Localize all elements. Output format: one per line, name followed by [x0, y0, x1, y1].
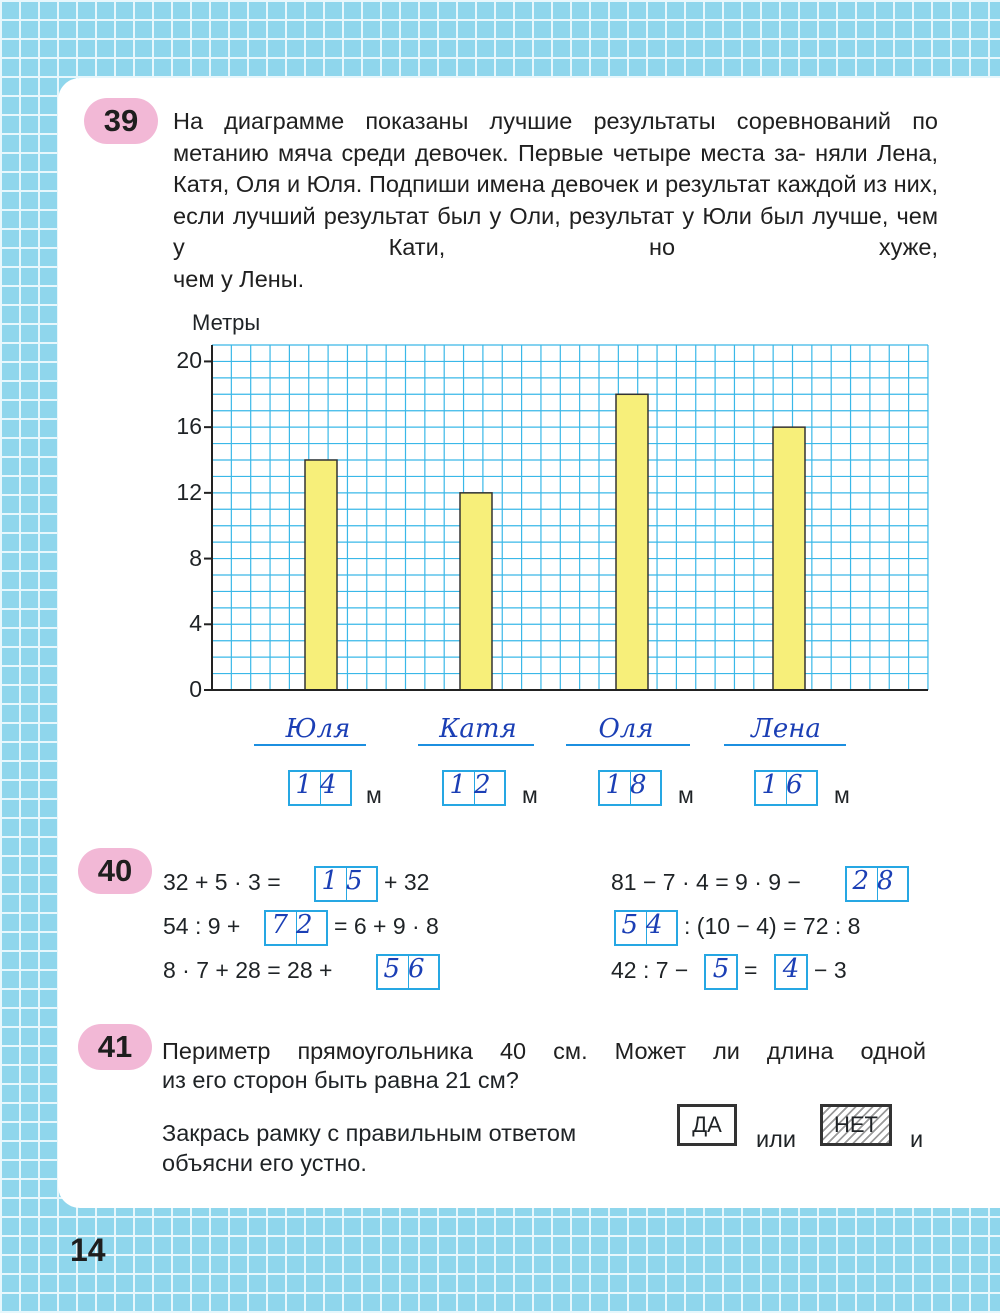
answer-no-frame[interactable]: НЕТ	[820, 1104, 892, 1146]
eq-left-3-box[interactable]	[376, 954, 440, 990]
result-box-2[interactable]	[442, 770, 506, 806]
result-value-3: 18	[605, 770, 655, 800]
eq-left-2-after: = 6 + 9 · 8	[334, 913, 439, 939]
task-41-or: или	[756, 1126, 796, 1152]
eq-right-3-after: − 3	[814, 957, 847, 983]
y-tick-label: 8	[189, 544, 202, 571]
page-number: 14	[70, 1232, 106, 1268]
eq-left-2-answer: 72	[271, 910, 321, 940]
result-value-1: 14	[295, 770, 345, 800]
y-tick-label: 20	[176, 347, 202, 374]
eq-right-3-box-1[interactable]	[704, 954, 738, 990]
result-box-3[interactable]	[598, 770, 662, 806]
y-tick-label: 4	[189, 610, 202, 637]
task-39-line-3: няли Лена, Катя, Оля и Юля. Подпиши имена девочек и	[173, 139, 938, 197]
eq-right-3-equals: =	[744, 957, 758, 983]
task-41-line-3: Закрась рамку с правильным ответом	[162, 1120, 577, 1146]
eq-right-2-box[interactable]	[614, 910, 678, 946]
eq-left-3-answer: 56	[383, 954, 433, 984]
result-value-4: 16	[761, 770, 811, 800]
name-answer-1[interactable]: Юля	[285, 714, 351, 744]
name-line-1	[254, 744, 366, 746]
eq-right-3-answer-1: 5	[712, 954, 730, 984]
bar-2	[460, 493, 492, 690]
name-answer-4[interactable]: Лена	[751, 714, 821, 744]
task-41-and: и	[910, 1126, 924, 1152]
result-box-1[interactable]	[288, 770, 352, 806]
bar-4	[773, 427, 805, 690]
result-unit-2: м	[522, 782, 538, 808]
name-answer-2[interactable]: Катя	[439, 714, 517, 744]
task-41-line-4: объясни его устно.	[162, 1150, 367, 1176]
bar-1	[305, 460, 337, 690]
result-unit-4: м	[834, 782, 850, 808]
name-line-2	[418, 744, 534, 746]
y-tick-label: 0	[189, 676, 202, 702]
eq-left-1-box[interactable]	[314, 866, 378, 902]
eq-left-1-before: 32 + 5 · 3 =	[163, 869, 281, 895]
task-39-line-2: по метанию мяча среди девочек. Первые четыре места за-	[173, 108, 938, 166]
task-41-badge: 41	[78, 1024, 152, 1070]
eq-right-1-before: 81 − 7 · 4 = 9 · 9 −	[611, 869, 801, 895]
y-axis-title: Метры	[192, 310, 261, 335]
eq-left-3-before: 8 · 7 + 28 = 28 +	[163, 957, 333, 983]
y-tick-label: 16	[176, 413, 202, 440]
task-39-line-6: чем у Лены.	[173, 265, 305, 292]
eq-right-3-box-2[interactable]	[774, 954, 808, 990]
task-39-badge: 39	[84, 98, 158, 144]
eq-left-2-before: 54 : 9 +	[163, 913, 241, 939]
bar-3	[616, 394, 648, 690]
result-box-4[interactable]	[754, 770, 818, 806]
name-line-4	[724, 744, 846, 746]
task-39-line-1: На диаграмме показаны лучшие результаты соревнований	[173, 108, 892, 134]
result-unit-3: м	[678, 782, 694, 808]
task-39-line-5: Оли, результат у Юли был лучше, чем у Кати, но хуже,	[173, 202, 939, 260]
task-41-line-1: Периметр прямоугольника 40 см. Может ли длина одной	[162, 1038, 926, 1064]
result-value-2: 12	[449, 770, 499, 800]
answer-yes-frame[interactable]: ДА	[677, 1104, 737, 1146]
name-line-3	[566, 744, 690, 746]
y-tick-label: 12	[176, 478, 202, 505]
eq-right-3-answer-2: 4	[782, 954, 800, 984]
eq-right-2-after: : (10 − 4) = 72 : 8	[684, 913, 861, 939]
result-unit-1: м	[366, 782, 382, 808]
eq-right-2-answer: 54	[621, 910, 671, 940]
name-answer-3[interactable]: Оля	[598, 714, 654, 744]
task-41-line-2: из его сторон быть равна 21 см?	[162, 1067, 519, 1093]
eq-right-3-before: 42 : 7 −	[611, 957, 689, 983]
eq-left-2-box[interactable]	[264, 910, 328, 946]
eq-left-1-answer: 15	[321, 866, 371, 896]
task-40-badge: 40	[78, 848, 152, 894]
eq-right-1-answer: 28	[852, 866, 902, 896]
task-39-line-4: результат каждой из них, если лучший результат был у	[173, 171, 939, 229]
eq-left-1-after: + 32	[384, 869, 430, 895]
eq-right-1-box[interactable]	[845, 866, 909, 902]
